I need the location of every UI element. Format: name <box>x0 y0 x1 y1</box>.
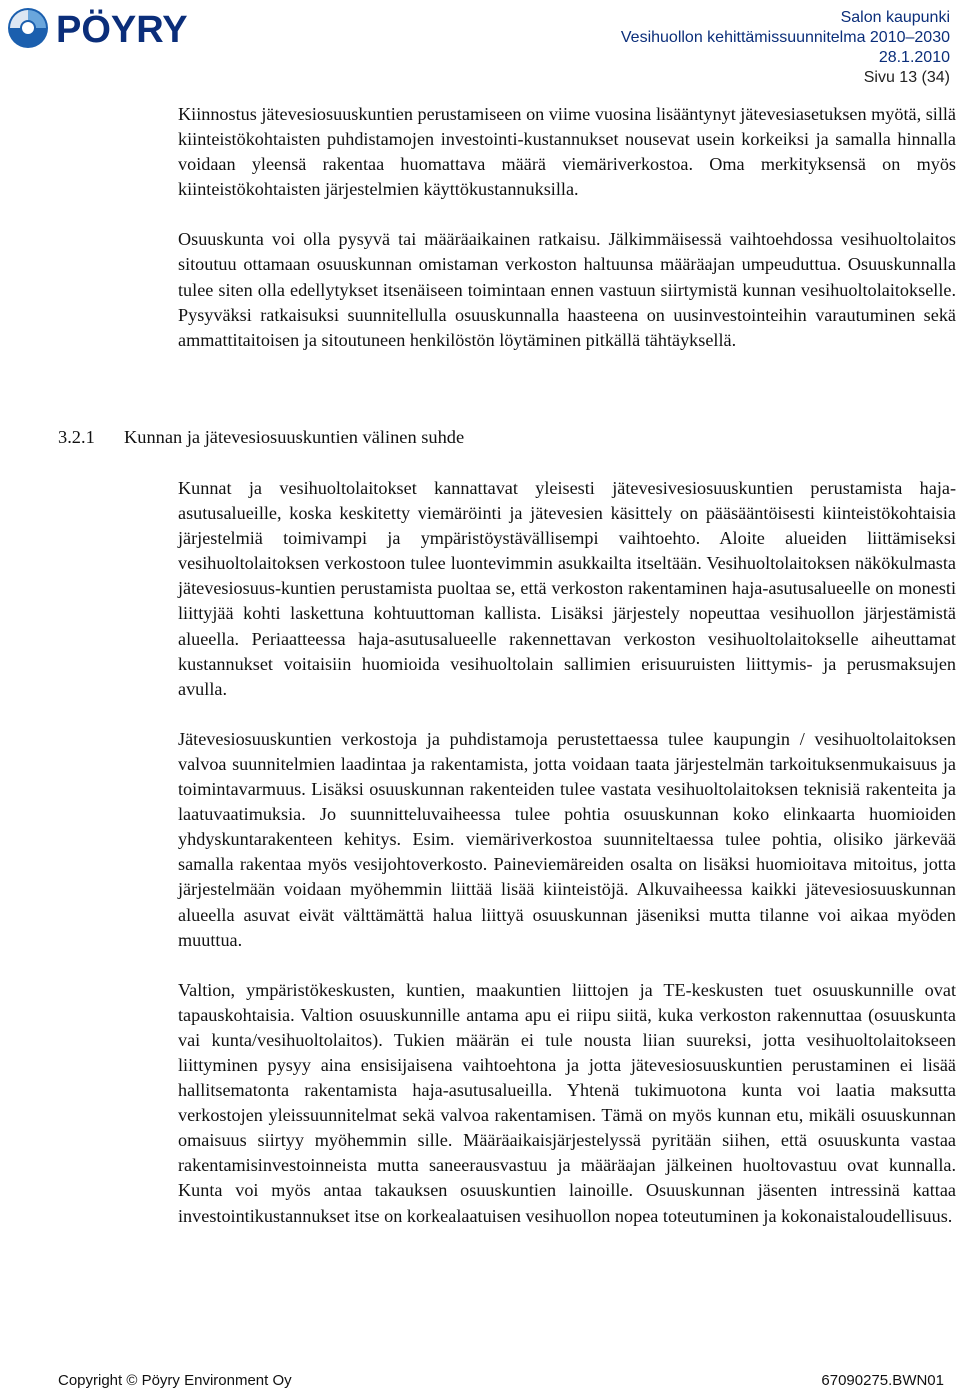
paragraph: Osuuskunta voi olla pysyvä tai määräaikainen ratkaisu. Jälkimmäisessä vaihtoehdossa vesihuoltolaitos sitoutuu ottamaan osuuskunnan omistaman verkoston haltuunsa määräajan umpeuduttua. Osuuskunnalla tulee siten olla edellytykset itsenäiseen toimintaan ennen vastuun siirtymistä kunnan vesihuoltolaitokselle. Pysyväksi ratkaisuksi suunnitellulla osuuskunnalla haasteena on uusinvestointeihin varautuminen sekä ammattitaitoisen ja sitoutuneen henkilöstön löytäminen pitkällä tähtäyksellä. <box>178 229 956 350</box>
paragraph: Valtion, ympäristökeskusten, kuntien, maakuntien liittojen ja TE-keskusten tuet osuuskunnille ovat tapauskohtaisia. Valtion osuuskunnille antama apu ei riipu siitä, kuka verkoston rakennuttaa (osuuskunta vai kunta/vesihuoltolaitos). Tukien määrän ei tule nousta liian suureksi, jotta vesihuoltolaitokseen liittyminen pysyy aina ensisijaisena vaihtoehtona ja jotta jätevesiosuuskuntien perustaminen ei lisää hallitsematonta rakentamista haja-asutusalueilla. Yhtenä tukimuotona kunta voi laatia maksutta verkostojen yleissuunnitelmat sekä valvoa rakentamisen. Tämä on myös kunnan etu, mikäli osuuskunnan omaisuus siirtyy myöhemmin sille. Määräaikaisjärjestelyssä pyritään siihen, että osuuskunta vastaa rakentamisinvestoinneista mutta saneerausvastuu ja määräajan jälkeinen huoltovastuu ovat kunnalla. Kunta voi myös antaa takauksen osuuskuntien lainoille. Osuuskunnan jäsenten intressinä kattaa investointikustannukset itse on korkealaatuisen vesihuollon nopea toteutuminen ja kokonaistaloudellisuus. <box>178 979 956 1226</box>
page-footer <box>0 1366 960 1392</box>
paragraph: Kiinnostus jätevesiosuuskuntien perustamiseen on viime vuosina lisääntynyt jätevesiasetuksen myötä, sillä kiinteistökohtaisten puhdistamojen investointi-kustannukset nousevat usein korkeiksi ja samalla hinnalla voidaan yleensä rakentaa huomattava määrä viemäriverkostoa. Oma merkityksensä on myös kiinteistökohtaisten järjestelmien käyttökustannuksilla. <box>178 104 956 200</box>
page-header <box>0 0 960 90</box>
section-text <box>178 476 956 1254</box>
section-heading <box>58 427 464 448</box>
document-date: 28.1.2010 <box>878 49 950 66</box>
paragraph: Kunnat ja vesihuoltolaitokset kannattavat yleisesti jätevesivesiosuuskuntien perustamista haja-asutusalueille, koska keskitetty viemäröinti ja jätevesien käsittely on pääsääntöisesti kiinteistökohtaisia järjestelmiä toimivampi ja ympäristöystävällisempi vaihtoehto. Aloite alueiden liittämiseksi vesihuoltolaitoksen verkostoon tulee luontevimmin asukkailta itseltään. Vesihuoltolaitoksen näkökulmasta jätevesiosuus-kuntien perustamista puoltaa se, että verkoston rakentaminen haja-asutusalueelle on monesti liittyjää kohti laskettuna kohtuuttoman kallista. Lisäksi järjestely nopeuttaa vesihuollon järjestämistä alueella. Periaatteessa haja-asutusalueelle rakennettavan verkoston vesihuoltolaitokselle aiheuttamat kustannukset voitaisiin huomioida vesihuoltolain sallimien erisuuruisten liittymis- ja perusmaksujen avulla. <box>178 478 956 699</box>
client-name: Salon kaupunki <box>840 9 950 26</box>
logo-wordmark: PÖYRY <box>56 9 188 50</box>
page-number: Sivu 13 (34) <box>863 69 950 86</box>
document-id: 67090275.BWN01 <box>821 1372 944 1389</box>
document-title: Vesihuollon kehittämissuunnitelma 2010–2030 <box>620 29 950 46</box>
poyry-logo <box>6 6 246 50</box>
paragraph: Jätevesiosuuskuntien verkostoja ja puhdistamoja perustettaessa tulee kaupungin / vesihuoltolaitoksen valvoa suunnitelmien laadintaa ja rakentamista, jotta voidaan taata järjestelmän tarkoituksenmukaisuus ja toimintavarmuus. Lisäksi osuuskunnan rakenteiden tulee vastata vesihuoltolaitoksen teknisiä rakenteita ja laatuvaatimuksia. Jo suunnitteluvaiheessa tulee pohtia osuuskunnan koko elinkaarta huomioiden yhdyskuntarakenteen kehitys. Esim. viemäriverkostoa suunniteltaessa tulee pohtia, olisiko järkevää samalla rakentaa myös vesijohtoverkosto. Paineviemäreiden osalta on lisäksi huomioitava mitoitus, jotta järjestelmään voidaan myöhemmin liittää lisää kiinteistöjä. Alkuvaiheessa kaikki jätevesiosuuskunnan alueella asuvat eivät välttämättä halua liittyä osuuskunnan jäseniksi mutta tilanne voi aikaa myöden muuttua. <box>178 728 956 950</box>
section-number: 3.2.1 <box>58 427 95 447</box>
intro-text <box>178 102 956 378</box>
copyright-text: Copyright © Pöyry Environment Oy <box>58 1372 292 1389</box>
header-meta <box>621 8 950 88</box>
section-title: Kunnan ja jätevesiosuuskuntien välinen suhde <box>124 427 465 447</box>
